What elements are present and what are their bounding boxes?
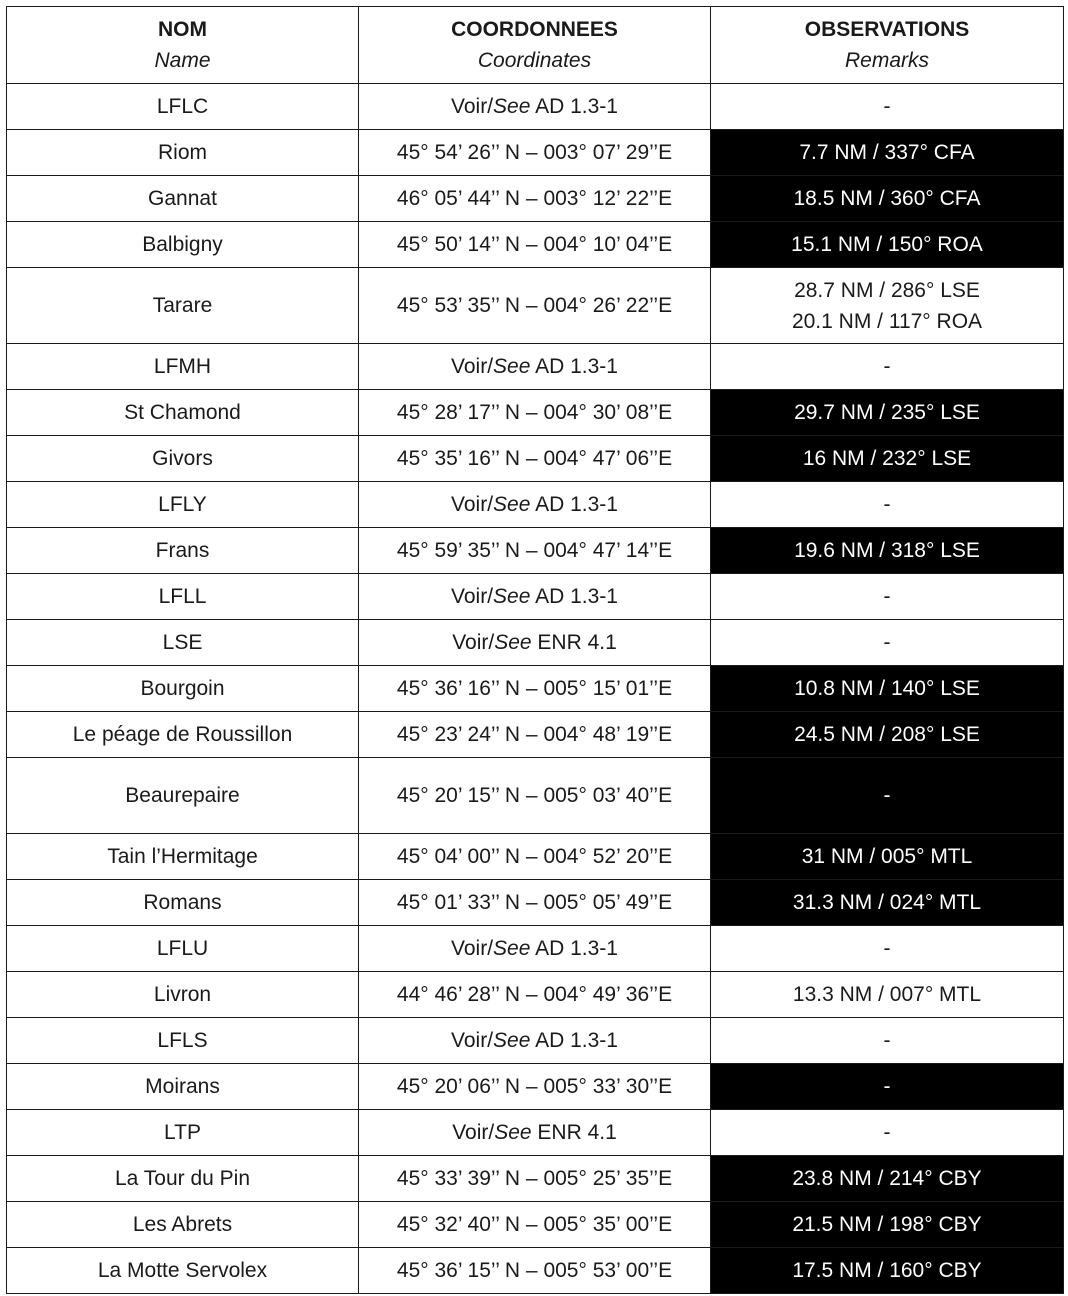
see-text: See <box>493 493 531 516</box>
table-row <box>7 666 1064 712</box>
observations-cell: 13.3 NM / 007° MTL <box>711 972 1064 1018</box>
voir-text: Voir/ <box>451 355 494 378</box>
table-row <box>7 1064 1064 1110</box>
coordinates-cell: 45° 36’ 15’’ N – 005° 53’ 00’’E <box>359 1248 711 1294</box>
coordinates-cell: 45° 59’ 35’’ N – 004° 47’ 14’’E <box>359 528 711 574</box>
voir-text: Voir/ <box>451 1029 494 1052</box>
table-row <box>7 84 1064 130</box>
reference-text: AD 1.3-1 <box>530 1029 618 1052</box>
point-name-cell: Les Abrets <box>7 1202 359 1248</box>
observations-cell: - <box>711 758 1064 834</box>
coordinates-column-header <box>359 7 711 84</box>
point-name-cell: La Tour du Pin <box>7 1156 359 1202</box>
observations-cell: 10.8 NM / 140° LSE <box>711 666 1064 712</box>
observations-cell: - <box>711 1018 1064 1064</box>
observations-cell: 15.1 NM / 150° ROA <box>711 222 1064 268</box>
point-name-cell: Gannat <box>7 176 359 222</box>
observations-cell: 16 NM / 232° LSE <box>711 436 1064 482</box>
coordinates-cell: 45° 20’ 06’’ N – 005° 33’ 30’’E <box>359 1064 711 1110</box>
table-row <box>7 130 1064 176</box>
table-row <box>7 712 1064 758</box>
point-name-cell: LFLC <box>7 84 359 130</box>
coordinates-cell: 45° 50’ 14’’ N – 004° 10’ 04’’E <box>359 222 711 268</box>
table-row <box>7 222 1064 268</box>
observations-cell: 17.5 NM / 160° CBY <box>711 1248 1064 1294</box>
table-row <box>7 620 1064 666</box>
voir-text: Voir/ <box>452 631 495 654</box>
point-name-cell: LTP <box>7 1110 359 1156</box>
table-row <box>7 390 1064 436</box>
observations-cell: 31.3 NM / 024° MTL <box>711 880 1064 926</box>
reference-text: AD 1.3-1 <box>530 95 618 118</box>
coordinates-cell: 45° 04’ 00’’ N – 004° 52’ 20’’E <box>359 834 711 880</box>
coordinates-cell: 45° 54’ 26’’ N – 003° 07’ 29’’E <box>359 130 711 176</box>
see-text: See <box>493 937 531 960</box>
point-name-cell: St Chamond <box>7 390 359 436</box>
point-name-cell: Le péage de Roussillon <box>7 712 359 758</box>
observation-line-1: 28.7 NM / 286° LSE <box>794 278 980 302</box>
coordinates-cell <box>359 620 711 666</box>
table-row <box>7 1202 1064 1248</box>
see-text: See <box>493 95 531 118</box>
observations-cell: 23.8 NM / 214° CBY <box>711 1156 1064 1202</box>
observations-cell: 19.6 NM / 318° LSE <box>711 528 1064 574</box>
point-name-cell: La Motte Servolex <box>7 1248 359 1294</box>
point-name-cell: Balbigny <box>7 222 359 268</box>
table-row <box>7 1248 1064 1294</box>
observations-header-en: Remarks <box>844 49 929 72</box>
table-row <box>7 1110 1064 1156</box>
coordinates-cell: 45° 33’ 39’’ N – 005° 25’ 35’’E <box>359 1156 711 1202</box>
coordinates-cell <box>359 926 711 972</box>
point-name-cell: Bourgoin <box>7 666 359 712</box>
reference-text: AD 1.3-1 <box>530 585 618 608</box>
observations-cell: 31 NM / 005° MTL <box>711 834 1064 880</box>
point-name-cell: Frans <box>7 528 359 574</box>
coordinates-cell: 45° 36’ 16’’ N – 005° 15’ 01’’E <box>359 666 711 712</box>
observations-cell: - <box>711 574 1064 620</box>
reference-text: AD 1.3-1 <box>530 355 618 378</box>
observations-cell: - <box>711 926 1064 972</box>
coordinates-cell: 45° 20’ 15’’ N – 005° 03’ 40’’E <box>359 758 711 834</box>
see-text: See <box>494 631 532 654</box>
point-name-cell: Beaurepaire <box>7 758 359 834</box>
reference-text: AD 1.3-1 <box>530 937 618 960</box>
name-column-header <box>7 7 359 84</box>
table-header-row <box>7 7 1064 84</box>
observations-cell: - <box>711 84 1064 130</box>
observations-cell: 7.7 NM / 337° CFA <box>711 130 1064 176</box>
table-row <box>7 972 1064 1018</box>
coordinates-cell <box>359 1110 711 1156</box>
coordinates-cell: 45° 53’ 35’’ N – 004° 26’ 22’’E <box>359 268 711 344</box>
table-row <box>7 1018 1064 1064</box>
observations-cell <box>711 268 1064 344</box>
point-name-cell: LFMH <box>7 344 359 390</box>
see-text: See <box>493 585 531 608</box>
reference-text: AD 1.3-1 <box>530 493 618 516</box>
coordinates-cell <box>359 574 711 620</box>
point-name-cell: Tarare <box>7 268 359 344</box>
table-row <box>7 880 1064 926</box>
table-row <box>7 176 1064 222</box>
point-name-cell: LFLL <box>7 574 359 620</box>
table-body <box>7 84 1064 1294</box>
point-name-cell: Livron <box>7 972 359 1018</box>
observations-cell: - <box>711 1110 1064 1156</box>
reference-text: ENR 4.1 <box>531 631 617 654</box>
table-row <box>7 574 1064 620</box>
coordinates-cell <box>359 1018 711 1064</box>
point-name-cell: LFLY <box>7 482 359 528</box>
table-row <box>7 758 1064 834</box>
table-row <box>7 528 1064 574</box>
coordinates-cell <box>359 482 711 528</box>
reporting-points-table <box>6 6 1064 1294</box>
see-text: See <box>494 1121 532 1144</box>
voir-text: Voir/ <box>451 585 494 608</box>
coordinates-cell: 45° 23’ 24’’ N – 004° 48’ 19’’E <box>359 712 711 758</box>
observations-header-fr: OBSERVATIONS <box>804 18 970 41</box>
table-row <box>7 268 1064 344</box>
voir-text: Voir/ <box>451 493 494 516</box>
reference-text: ENR 4.1 <box>531 1121 617 1144</box>
point-name-cell: Riom <box>7 130 359 176</box>
coordinates-cell: 45° 01’ 33’’ N – 005° 05’ 49’’E <box>359 880 711 926</box>
name-header-en: Name <box>154 49 211 72</box>
observations-cell: - <box>711 344 1064 390</box>
observation-line-2: 20.1 NM / 117° ROA <box>791 309 983 333</box>
voir-text: Voir/ <box>452 1121 495 1144</box>
point-name-cell: Tain l’Hermitage <box>7 834 359 880</box>
observations-cell: - <box>711 1064 1064 1110</box>
coordinates-cell: 46° 05’ 44’’ N – 003° 12’ 22’’E <box>359 176 711 222</box>
point-name-cell: LFLS <box>7 1018 359 1064</box>
observations-column-header <box>711 7 1064 84</box>
observations-cell: - <box>711 620 1064 666</box>
point-name-cell: Moirans <box>7 1064 359 1110</box>
point-name-cell: Givors <box>7 436 359 482</box>
point-name-cell: Romans <box>7 880 359 926</box>
voir-text: Voir/ <box>451 937 494 960</box>
observations-cell: 21.5 NM / 198° CBY <box>711 1202 1064 1248</box>
table-row <box>7 436 1064 482</box>
coordinates-header-fr: COORDONNEES <box>451 18 618 41</box>
coordinates-header-en: Coordinates <box>477 49 592 72</box>
voir-text: Voir/ <box>451 95 494 118</box>
see-text: See <box>493 355 531 378</box>
see-text: See <box>493 1029 531 1052</box>
point-name-cell: LFLU <box>7 926 359 972</box>
observations-cell: 29.7 NM / 235° LSE <box>711 390 1064 436</box>
coordinates-cell <box>359 344 711 390</box>
table-row <box>7 482 1064 528</box>
observations-cell: - <box>711 482 1064 528</box>
table-row <box>7 834 1064 880</box>
observations-cell: 24.5 NM / 208° LSE <box>711 712 1064 758</box>
table-row <box>7 926 1064 972</box>
observations-cell: 18.5 NM / 360° CFA <box>711 176 1064 222</box>
table-row <box>7 1156 1064 1202</box>
point-name-cell: LSE <box>7 620 359 666</box>
coordinates-cell: 45° 32’ 40’’ N – 005° 35’ 00’’E <box>359 1202 711 1248</box>
coordinates-cell: 45° 28’ 17’’ N – 004° 30’ 08’’E <box>359 390 711 436</box>
coordinates-cell <box>359 84 711 130</box>
table-row <box>7 344 1064 390</box>
name-header-fr: NOM <box>158 18 207 41</box>
coordinates-cell: 45° 35’ 16’’ N – 004° 47’ 06’’E <box>359 436 711 482</box>
coordinates-cell: 44° 46’ 28’’ N – 004° 49’ 36’’E <box>359 972 711 1018</box>
